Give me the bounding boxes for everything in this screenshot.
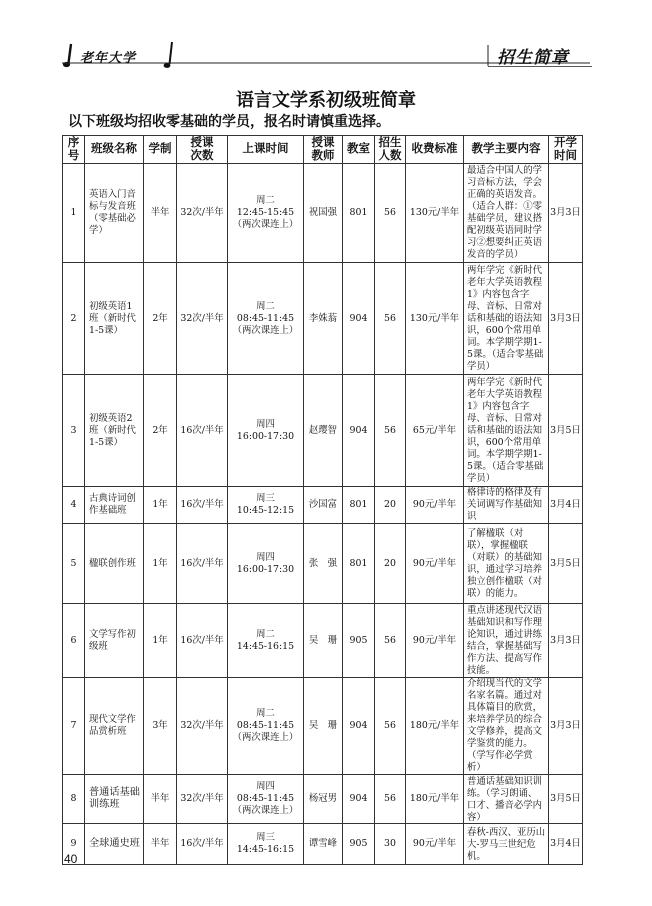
cell-no: 1 [63, 164, 85, 263]
schedule-day: 周二 [256, 628, 275, 640]
header-teacher-label: 授课教师 [311, 136, 335, 162]
cell-teacher: 杨冠男 [304, 775, 343, 824]
cell-teacher: 谭雪峰 [304, 824, 343, 865]
cell-no: 9 [63, 824, 85, 865]
cell-start-date: 3月4日 [549, 487, 583, 524]
schedule-day: 周四 [256, 781, 275, 792]
cell-duration: 半年 [144, 824, 177, 865]
cell-room: 904 [343, 775, 375, 824]
cell-sessions: 16次/半年 [177, 375, 228, 487]
cell-start-date: 3月5日 [549, 375, 583, 487]
cell-content: 两年学完《新时代老年大学英语教程1》内容包含字母、音标、日常对话和基础的语法知识，600个常用单词。本学期学期1-5课。（适合零基础学员） [464, 263, 549, 375]
cell-duration: 3年 [144, 678, 177, 775]
cell-room: 905 [343, 824, 375, 865]
table-row [63, 775, 583, 824]
cell-duration: 2年 [144, 263, 177, 375]
schedule-hours: 14:45-16:15 [236, 640, 295, 652]
cell-content: 介绍现当代的文学名家名篇。通过对具体篇目的欣赏，来培养学员的综合文学修养，提高文学鉴赏的能力。（学写作必学赏析） [464, 678, 549, 775]
cell-fee: 90元/半年 [406, 604, 464, 678]
cell-schedule [228, 375, 304, 487]
schedule-day: 周二 [256, 300, 275, 312]
cell-start-date: 3月3日 [549, 164, 583, 263]
cell-duration: 1年 [144, 487, 177, 524]
cell-schedule [228, 824, 304, 865]
schedule-hours: 16:00-17:30 [236, 563, 295, 575]
schedule-note: （两次课连上） [232, 219, 299, 230]
schedule-day: 周三 [256, 493, 275, 504]
header-sessions-label: 授课次数 [190, 136, 214, 162]
header-room: 教室 [343, 136, 375, 164]
course-table [62, 135, 583, 865]
schedule-hours: 10:45-12:15 [236, 505, 295, 516]
cell-room: 801 [343, 524, 375, 604]
cell-start-date: 3月3日 [549, 604, 583, 678]
cell-fee: 90元/半年 [406, 524, 464, 604]
schedule-day: 周二 [256, 195, 275, 206]
cell-content: 重点讲述现代汉语基础知识和写作理论知识，通过讲练结合，掌握基础写作方法、提高写作技能。 [464, 604, 549, 678]
cell-no: 7 [63, 678, 85, 775]
cell-schedule [228, 524, 304, 604]
table-row [63, 824, 583, 865]
enrollment-notice: 以下班级均招收零基础的学员，报名时请慎重选择。 [68, 113, 390, 129]
cell-fee: 130元/半年 [406, 164, 464, 263]
schedule-day: 周三 [256, 832, 275, 843]
cell-teacher: 吴 珊 [304, 604, 343, 678]
schedule-note: （两次课连上） [232, 805, 299, 816]
cell-duration: 半年 [144, 164, 177, 263]
cell-capacity: 56 [375, 164, 406, 263]
cell-no: 2 [63, 263, 85, 375]
cell-class-name: 文学写作初级班 [85, 604, 144, 678]
schedule-hours: 14:45-16:15 [236, 844, 295, 855]
schedule-hours: 12:45-15:45 [236, 207, 295, 218]
header-fee: 收费标准 [406, 136, 464, 164]
schedule-note: （两次课连上） [232, 732, 299, 743]
cell-teacher: 沙国富 [304, 487, 343, 524]
schedule-hours: 08:45-11:45 [236, 793, 295, 804]
cell-schedule [228, 604, 304, 678]
cell-schedule [228, 487, 304, 524]
cell-fee: 90元/半年 [406, 824, 464, 865]
cell-content: 两年学完《新时代老年大学英语教程1》内容包含字母、音标、日常对话和基础的语法知识，600个常用单词。本学期学期1-5课。（适合零基础学员） [464, 375, 549, 487]
cell-sessions: 32次/半年 [177, 263, 228, 375]
cell-schedule [228, 164, 304, 263]
cell-start-date: 3月3日 [549, 678, 583, 775]
cell-content: 格律诗的格律及有关词调写作基础知识 [464, 487, 549, 524]
cell-class-name: 现代文学作品赏析班 [85, 678, 144, 775]
cell-capacity: 56 [375, 604, 406, 678]
header-capacity-label: 招生人数 [378, 136, 402, 162]
cell-duration: 半年 [144, 775, 177, 824]
header-no: 序号 [63, 136, 85, 164]
table-row [63, 487, 583, 524]
right-note-stem [170, 42, 173, 64]
cell-capacity: 56 [375, 678, 406, 775]
cell-class-name: 初级英语1班（新时代1-5课） [85, 263, 144, 375]
cell-schedule [228, 775, 304, 824]
cell-sessions: 16次/半年 [177, 487, 228, 524]
header-decoration [0, 0, 652, 80]
cell-schedule [228, 678, 304, 775]
cell-teacher: 张 强 [304, 524, 343, 604]
cell-teacher: 李姝蓊 [304, 263, 343, 375]
header-name: 班级名称 [85, 136, 144, 164]
cell-duration: 1年 [144, 524, 177, 604]
cell-content: 春秋-西汉、亚历山大-罗马三世纪危机。 [464, 824, 549, 865]
cell-class-name: 初级英语2班（新时代1-5课） [85, 375, 144, 487]
header-duration: 学制 [144, 136, 177, 164]
cell-sessions: 16次/半年 [177, 824, 228, 865]
cell-capacity: 56 [375, 775, 406, 824]
header-content: 教学主要内容 [464, 136, 549, 164]
cell-no: 5 [63, 524, 85, 604]
schedule-hours: 08:45-11:45 [236, 312, 295, 324]
brochure-label: 招生简章 [497, 48, 569, 67]
header-capacity [375, 136, 406, 164]
header-teacher [304, 136, 343, 164]
schedule-note: （两次课连上） [232, 324, 299, 336]
cell-no: 3 [63, 375, 85, 487]
schedule-hours: 08:45-11:45 [236, 720, 295, 731]
cell-room: 801 [343, 487, 375, 524]
header-start [549, 136, 583, 164]
schedule-day: 周四 [256, 418, 275, 430]
cell-capacity: 56 [375, 375, 406, 487]
cell-room: 904 [343, 678, 375, 775]
cell-sessions: 32次/半年 [177, 775, 228, 824]
table-header-row [63, 136, 583, 164]
cell-fee: 180元/半年 [406, 678, 464, 775]
cell-class-name: 英语入门音标与发音班（零基础必学） [85, 164, 144, 263]
left-note-stem [69, 44, 72, 63]
cell-fee: 65元/半年 [406, 375, 464, 487]
cell-schedule [228, 263, 304, 375]
cell-duration: 1年 [144, 604, 177, 678]
right-note-head [164, 63, 171, 68]
header-time: 上课时间 [228, 136, 304, 164]
cell-class-name: 全球通史班 [85, 824, 144, 865]
cell-fee: 90元/半年 [406, 487, 464, 524]
cell-content: 最适合中国人的学习音标方法，学会正确的英语发音。（适合人群：①零基础学员，建议搭配初级英语同时学习②想要纠正英语发音的学员） [464, 164, 549, 263]
cell-capacity: 56 [375, 263, 406, 375]
cell-sessions: 32次/半年 [177, 164, 228, 263]
table-row [63, 678, 583, 775]
cell-no: 8 [63, 775, 85, 824]
cell-content: 了解楹联（对联），掌握楹联（对联）的基础知识，通过学习培养独立创作楹联（对联）的能力。 [464, 524, 549, 604]
cell-start-date: 3月5日 [549, 775, 583, 824]
schedule-hours: 16:00-17:30 [236, 430, 295, 442]
table-row [63, 375, 583, 487]
schedule-day: 周四 [256, 551, 275, 563]
cell-start-date: 3月4日 [549, 824, 583, 865]
schedule-day: 周二 [256, 708, 275, 719]
cell-capacity: 20 [375, 487, 406, 524]
cell-room: 905 [343, 604, 375, 678]
cell-start-date: 3月5日 [549, 524, 583, 604]
cell-class-name: 古典诗词创作基础班 [85, 487, 144, 524]
cell-sessions: 16次/半年 [177, 524, 228, 604]
cell-teacher: 赵璎智 [304, 375, 343, 487]
cell-teacher: 吴 珊 [304, 678, 343, 775]
cell-capacity: 30 [375, 824, 406, 865]
cell-start-date: 3月3日 [549, 263, 583, 375]
table-row [63, 604, 583, 678]
cell-content: 普通话基础知识训练。（学习朗诵、口才、播音必学内容） [464, 775, 549, 824]
cell-duration: 2年 [144, 375, 177, 487]
cell-room: 904 [343, 375, 375, 487]
cell-no: 6 [63, 604, 85, 678]
cell-capacity: 20 [375, 524, 406, 604]
cell-room: 801 [343, 164, 375, 263]
cell-fee: 130元/半年 [406, 263, 464, 375]
table-row [63, 263, 583, 375]
page-title: 语言文学系初级班简章 [236, 90, 416, 110]
cell-sessions: 16次/半年 [177, 604, 228, 678]
table-row [63, 164, 583, 263]
school-name: 老年大学 [80, 50, 137, 65]
page-number: 40 [64, 852, 78, 866]
cell-class-name: 楹联创作班 [85, 524, 144, 604]
cell-teacher: 祝国强 [304, 164, 343, 263]
header-start-label: 开学时间 [553, 136, 577, 162]
cell-no: 4 [63, 487, 85, 524]
cell-fee: 180元/半年 [406, 775, 464, 824]
cell-room: 904 [343, 263, 375, 375]
header-sessions [177, 136, 228, 164]
cell-sessions: 32次/半年 [177, 678, 228, 775]
cell-class-name: 普通话基础训练班 [85, 775, 144, 824]
table-row [63, 524, 583, 604]
